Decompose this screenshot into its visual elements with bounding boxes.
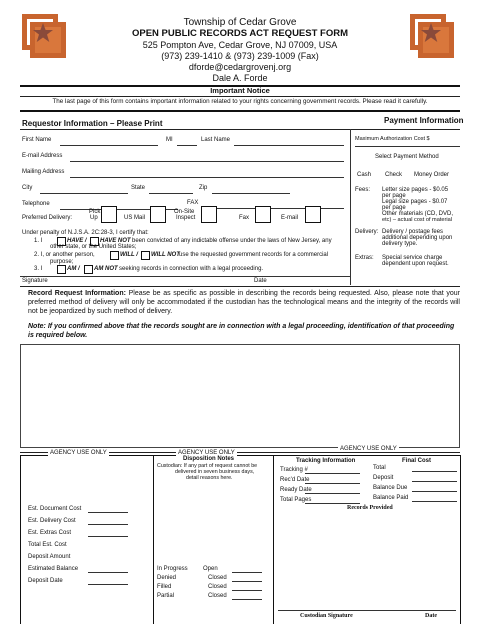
final-field[interactable] [412,491,457,492]
have-label: HAVE / [67,238,87,244]
tracking-field[interactable] [305,483,360,484]
last-name-label: Last Name [201,137,231,143]
first-name-label: First Name [22,137,52,143]
have-not-label: HAVE NOT [100,238,131,244]
fax-checkbox[interactable] [255,206,271,223]
inspect-label: Inspect [176,215,196,221]
final-item: Balance Due [373,485,408,491]
status-right: Closed [208,575,227,581]
fax-option-label: Fax [239,215,250,221]
fees-2b: per page [382,205,406,211]
status-field[interactable] [232,572,262,573]
header-phones: (973) 239-1410 & (973) 239-1009 (Fax) [161,51,319,61]
payment-heading: Payment Information [384,116,464,125]
agency-item: Estimated Balance [28,566,79,572]
status-field[interactable] [232,581,262,582]
onsite-label: On-Site [174,209,195,215]
custodian-signature-line[interactable] [278,610,456,611]
zip-field[interactable] [212,193,290,194]
notice-text: The last page of this form contains important information related to your rights concerning government records. Please read it carefully. [52,98,428,105]
cert2-prefix: 2. I, or another person, [34,252,95,258]
select-payment-label: Select Payment Method [375,154,439,160]
mi-label: MI [166,137,173,143]
zip-label: Zip [199,185,208,191]
header-contact: Dale A. Forde [212,73,268,83]
status-right: Closed [208,593,227,599]
fees-3b: etc) – actual cost of material [382,217,452,223]
final-item: Deposit [373,475,394,481]
status-right: Closed [208,584,227,590]
first-name-field[interactable] [60,145,158,146]
requestor-heading: Requestor Information – Please Print [22,119,163,128]
city-field[interactable] [40,193,128,194]
am-not-checkbox[interactable] [84,265,93,274]
agency-col1 [20,455,155,624]
status-left: Partial [157,593,175,599]
extras-2: dependent upon request. [382,261,449,267]
email-checkbox[interactable] [305,206,321,223]
tracking-field[interactable] [305,493,360,494]
will-not-checkbox[interactable] [141,251,150,260]
last-name-field[interactable] [234,145,344,146]
fees-2: Legal size pages - $0.07 [382,199,448,205]
form-title: OPEN PUBLIC RECORDS ACT REQUEST FORM [131,28,349,39]
notice-mid-rule [20,96,460,97]
cash-option[interactable]: Cash [357,172,372,178]
legal-proceeding-note: Note: If you confirmed above that the records sought are in connection with a legal proceeding, identification of that proceeding is required below. [28,323,455,339]
delivery-3: delivery type. [382,241,418,247]
fees-1: Letter size pages - $0.05 [382,187,449,193]
email-option-label: E-mail [281,215,299,221]
final-item: Balance Paid [373,495,409,501]
agency-item: Deposit Date [28,578,63,584]
us-mail-checkbox[interactable] [150,206,166,223]
will-checkbox[interactable] [110,251,119,260]
agency-field[interactable] [88,572,128,573]
telephone-label: Telephone [22,201,50,207]
extras-label: Extras: [355,255,374,261]
status-right: Open [203,566,218,572]
signature-label: Signature [22,278,48,284]
agency-item: Est. Document Cost [28,506,82,512]
record-request-text: Please be as specific as possible in describing the records being requested. Also, please note that your preferred method of delivery will only be accommodated if the custodian has the technological means and the integrity of the records will not be jeopardized by such method of delivery. [28,290,460,315]
onsite-checkbox[interactable] [201,206,217,223]
us-mail-label: US Mail [124,215,146,221]
agency-field[interactable] [88,512,128,513]
max-auth-label: Maximum Authorization Cost $ [355,136,430,142]
check-option[interactable]: Check [385,172,403,178]
cert2-text2: purpose; [50,259,74,265]
fees-label: Fees: [355,187,371,193]
record-request-textarea[interactable] [20,344,460,448]
agency-item: Deposit Amount [28,554,71,560]
penalty-text: Under penalty of N.J.S.A. 2C:28-3, I certify that: [22,230,149,236]
final-field[interactable] [412,501,457,502]
tracking-field[interactable] [305,473,360,474]
cert2-text: use the requested government records for a commercial [179,252,329,258]
fax-field[interactable] [202,208,344,209]
cert1-text2: other state, or the United States; [50,244,137,250]
final-item: Total [373,465,386,471]
agency-item: Est. Delivery Cost [28,518,76,524]
final-cost-title: Final Cost [402,458,432,464]
requestor-bottom-rule [20,286,460,287]
disposition-text-2: delivered in seven business days, [175,469,255,475]
email-label: E-mail Address [22,153,63,159]
am-checkbox[interactable] [57,265,66,274]
mailing-field[interactable] [70,177,344,178]
status-left: Denied [157,575,177,581]
status-left: In Progress [157,566,188,572]
record-request-paragraph [28,290,460,317]
notice-title: Important Notice [210,86,270,95]
agency-col3-title: AGENCY USE ONLY [340,446,397,452]
cert1-prefix: 1. I [34,238,43,244]
status-field[interactable] [232,590,262,591]
will-label: WILL / [120,252,138,258]
tracking-title: Tracking Information [296,458,356,464]
am-not-label: AM NOT [94,266,118,272]
disposition-text-1: Custodian: If any part of request cannot be [157,463,258,469]
disposition-text-3: detail reasons here. [186,475,233,481]
up-label: Up [90,215,98,221]
custodian-date-label: Date [425,613,437,619]
tracking-item: Total Pages [280,497,312,503]
tracking-item: Tracking # [280,467,308,473]
record-request-label: Record Request Information: [28,290,126,297]
will-not-label: WILL NOT [151,252,180,258]
records-provided-label: Records Provided [347,505,393,511]
signature-field[interactable] [20,276,350,277]
agency-field[interactable] [88,584,128,585]
tracking-item: Ready Date [280,487,312,493]
disposition-notes-title: Disposition Notes [183,456,235,462]
cert3-prefix: 3. I [34,266,43,272]
delivery-1: Delivery / postage fees [382,229,444,235]
delivery-label: Delivery: [355,229,379,235]
section-rule [20,129,460,130]
agency-col2-title: AGENCY USE ONLY [178,450,235,456]
agency-item: Est. Extras Cost [28,530,72,536]
am-label: AM / [67,266,80,272]
email-field[interactable] [70,161,344,162]
header-email: dforde@cedargrovenj.org [188,62,292,72]
payment-divider [350,129,351,285]
money-order-option[interactable]: Money Order [414,172,450,178]
agency-field[interactable] [88,536,128,537]
tracking-field[interactable] [305,503,360,504]
fees-1b: per page [382,193,406,199]
max-auth-field[interactable] [355,146,460,147]
final-field[interactable] [412,481,457,482]
state-field[interactable] [149,193,193,194]
mi-field[interactable] [177,145,197,146]
cert3-text: seeking records in connection with a legal proceeding. [119,266,264,272]
final-field[interactable] [412,471,457,472]
delivery-2: additional depending upon [382,235,453,241]
agency-item: Total Est. Cost [28,542,67,548]
extras-1: Special service charge [382,255,443,261]
cert1-text: been convicted of any indictable offense under the laws of New Jersey, any [132,238,332,244]
date-label: Date [254,278,267,284]
pick-label: Pick [89,209,101,215]
tracking-item: Rec'd Date [280,477,310,483]
agency-field[interactable] [88,524,128,525]
header-address: 525 Pompton Ave, Cedar Grove, NJ 07009, USA [142,40,338,50]
state-label: State [131,185,146,191]
status-left: Filled [157,584,172,590]
custodian-signature-label: Custodian Signature [300,613,353,619]
city-label: City [22,185,33,191]
mailing-label: Mailing Address [22,169,65,175]
fees-3: Other materials (CD, DVD, [382,211,454,217]
status-field[interactable] [232,599,262,600]
notice-bottom-rule [20,110,460,112]
agency-col1-title: AGENCY USE ONLY [50,450,107,456]
preferred-delivery-label: Preferred Delivery: [22,215,73,221]
township-name: Township of Cedar Grove [183,17,297,28]
fax-label: FAX [187,200,199,206]
pickup-checkbox[interactable] [101,206,117,223]
